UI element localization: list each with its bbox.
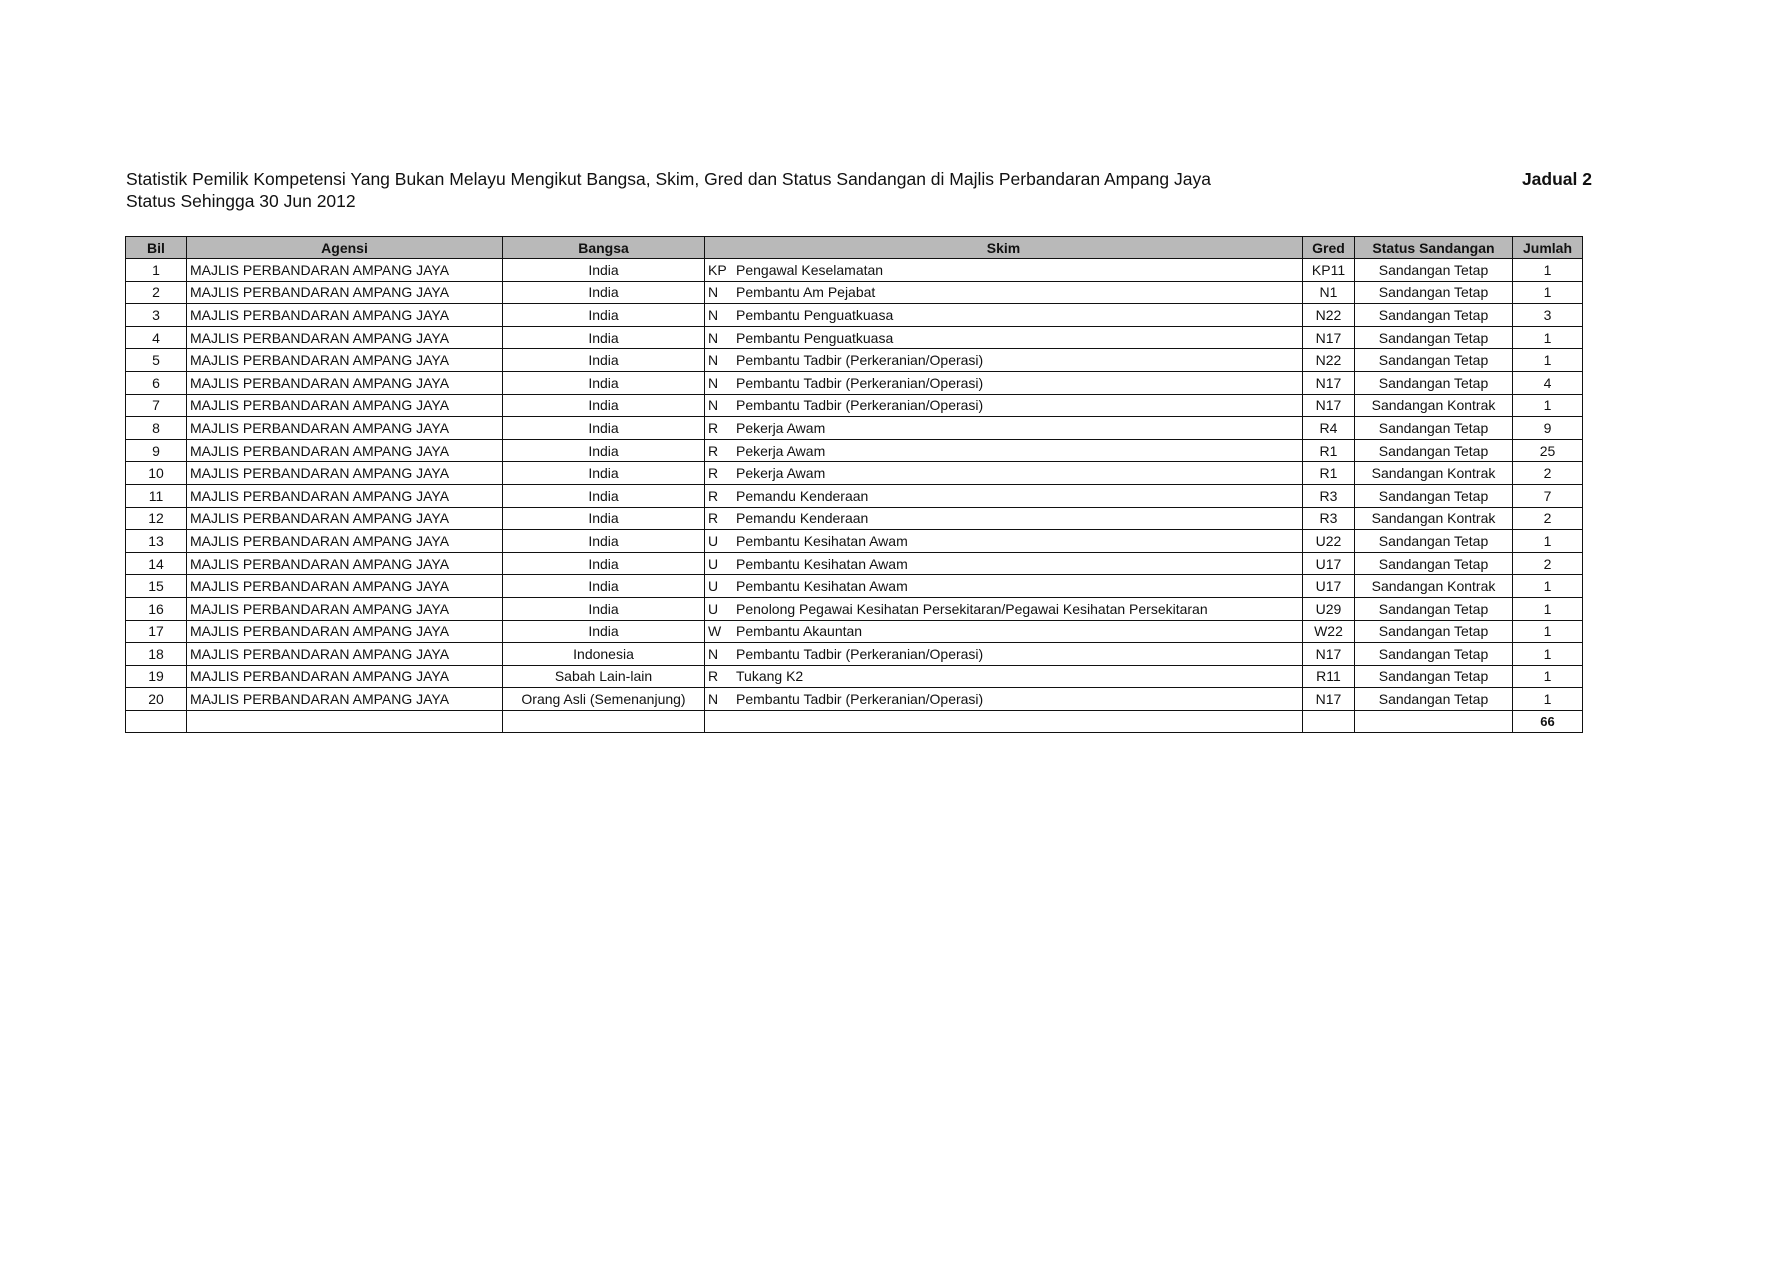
skim-name: Pembantu Tadbir (Perkeranian/Operasi) [736, 374, 984, 391]
cell-status: Sandangan Tetap [1355, 484, 1513, 507]
cell-status: Sandangan Tetap [1355, 326, 1513, 349]
skim-name: Pekerja Awam [736, 465, 826, 482]
skim-name: Pembantu Penguatkuasa [736, 329, 894, 346]
cell-status: Sandangan Tetap [1355, 665, 1513, 688]
cell-gred: N1 [1303, 281, 1355, 304]
skim-name: Pembantu Kesihatan Awam [736, 555, 908, 572]
cell-bil: 7 [126, 394, 187, 417]
cell-bangsa: India [503, 304, 705, 327]
header-bangsa: Bangsa [503, 237, 705, 259]
skim-name: Pembantu Tadbir (Perkeranian/Operasi) [736, 352, 984, 369]
cell-bangsa: India [503, 484, 705, 507]
cell-bil: 19 [126, 665, 187, 688]
cell-bil: 1 [126, 259, 187, 282]
cell-bil: 16 [126, 597, 187, 620]
skim-name: Penolong Pegawai Kesihatan Persekitaran/Pegawai Kesihatan Persekitaran [736, 600, 1208, 617]
cell-jumlah: 2 [1513, 462, 1583, 485]
cell-bangsa: India [503, 462, 705, 485]
cell-agensi: MAJLIS PERBANDARAN AMPANG JAYA [187, 484, 503, 507]
cell-gred: N22 [1303, 304, 1355, 327]
skim-code: N [708, 329, 719, 346]
skim-name: Pembantu Kesihatan Awam [736, 578, 908, 595]
skim-name: Pembantu Penguatkuasa [736, 306, 894, 323]
cell-bangsa: India [503, 530, 705, 553]
cell-status: Sandangan Tetap [1355, 304, 1513, 327]
cell-agensi: MAJLIS PERBANDARAN AMPANG JAYA [187, 371, 503, 394]
header-bil: Bil [126, 237, 187, 259]
table-row [126, 552, 1583, 575]
cell-jumlah: 1 [1513, 349, 1583, 372]
skim-code: N [708, 352, 719, 369]
skim-code: R [708, 487, 719, 504]
skim-name: Pembantu Kesihatan Awam [736, 532, 908, 549]
skim-code: N [708, 691, 719, 708]
skim-name: Tukang K2 [736, 668, 804, 685]
cell-agensi: MAJLIS PERBANDARAN AMPANG JAYA [187, 462, 503, 485]
table-row [126, 417, 1583, 440]
cell-gred: N17 [1303, 643, 1355, 666]
cell-agensi: MAJLIS PERBANDARAN AMPANG JAYA [187, 530, 503, 553]
cell-gred: W22 [1303, 620, 1355, 643]
cell-bil: 8 [126, 417, 187, 440]
cell-bil: 3 [126, 304, 187, 327]
cell-bil: 15 [126, 575, 187, 598]
total-empty-cell [1355, 710, 1513, 733]
cell-skim [705, 417, 1303, 440]
cell-skim [705, 552, 1303, 575]
cell-agensi: MAJLIS PERBANDARAN AMPANG JAYA [187, 665, 503, 688]
cell-skim [705, 507, 1303, 530]
skim-code: W [708, 623, 722, 640]
cell-agensi: MAJLIS PERBANDARAN AMPANG JAYA [187, 688, 503, 711]
header-jumlah: Jumlah [1513, 237, 1583, 259]
table-row [126, 394, 1583, 417]
cell-bangsa: India [503, 417, 705, 440]
cell-status: Sandangan Tetap [1355, 349, 1513, 372]
cell-bangsa: India [503, 349, 705, 372]
total-row [126, 710, 1583, 733]
table-row [126, 462, 1583, 485]
cell-jumlah: 1 [1513, 259, 1583, 282]
total-empty-cell [503, 710, 705, 733]
cell-status: Sandangan Tetap [1355, 439, 1513, 462]
skim-code: R [708, 442, 719, 459]
cell-bangsa: India [503, 597, 705, 620]
cell-agensi: MAJLIS PERBANDARAN AMPANG JAYA [187, 394, 503, 417]
cell-jumlah: 1 [1513, 665, 1583, 688]
table-row [126, 281, 1583, 304]
cell-agensi: MAJLIS PERBANDARAN AMPANG JAYA [187, 552, 503, 575]
cell-skim [705, 304, 1303, 327]
cell-agensi: MAJLIS PERBANDARAN AMPANG JAYA [187, 620, 503, 643]
cell-bangsa: India [503, 507, 705, 530]
cell-gred: U17 [1303, 552, 1355, 575]
cell-gred: N17 [1303, 394, 1355, 417]
skim-code: N [708, 397, 719, 414]
cell-bil: 2 [126, 281, 187, 304]
skim-name: Pekerja Awam [736, 442, 826, 459]
cell-status: Sandangan Tetap [1355, 643, 1513, 666]
table-number-label: Jadual 2 [1521, 169, 1592, 189]
total-empty-cell [187, 710, 503, 733]
table-row [126, 643, 1583, 666]
cell-gred: U17 [1303, 575, 1355, 598]
cell-jumlah: 1 [1513, 597, 1583, 620]
cell-gred: KP11 [1303, 259, 1355, 282]
cell-skim [705, 462, 1303, 485]
skim-name: Pembantu Akauntan [736, 623, 863, 640]
table-row [126, 439, 1583, 462]
skim-name: Pembantu Tadbir (Perkeranian/Operasi) [736, 691, 984, 708]
total-empty-cell [1303, 710, 1355, 733]
table-row [126, 507, 1583, 530]
cell-skim [705, 281, 1303, 304]
cell-agensi: MAJLIS PERBANDARAN AMPANG JAYA [187, 597, 503, 620]
table-row [126, 575, 1583, 598]
cell-agensi: MAJLIS PERBANDARAN AMPANG JAYA [187, 259, 503, 282]
cell-jumlah: 25 [1513, 439, 1583, 462]
cell-status: Sandangan Tetap [1355, 530, 1513, 553]
skim-name: Pembantu Am Pejabat [736, 284, 876, 301]
skim-code: R [708, 419, 719, 436]
cell-agensi: MAJLIS PERBANDARAN AMPANG JAYA [187, 304, 503, 327]
cell-agensi: MAJLIS PERBANDARAN AMPANG JAYA [187, 507, 503, 530]
table-row [126, 665, 1583, 688]
cell-bil: 6 [126, 371, 187, 394]
cell-status: Sandangan Tetap [1355, 259, 1513, 282]
statistics-table [125, 236, 1583, 733]
skim-code: N [708, 284, 719, 301]
header-skim: Skim [705, 237, 1303, 259]
skim-code: U [708, 555, 719, 572]
cell-jumlah: 1 [1513, 620, 1583, 643]
cell-bil: 4 [126, 326, 187, 349]
skim-code: N [708, 374, 719, 391]
cell-bangsa: India [503, 439, 705, 462]
cell-agensi: MAJLIS PERBANDARAN AMPANG JAYA [187, 575, 503, 598]
header-row [126, 237, 1583, 259]
cell-bangsa: India [503, 326, 705, 349]
cell-status: Sandangan Kontrak [1355, 575, 1513, 598]
cell-gred: R1 [1303, 439, 1355, 462]
total-jumlah: 66 [1513, 710, 1583, 733]
cell-bil: 12 [126, 507, 187, 530]
header-status: Status Sandangan [1355, 237, 1513, 259]
cell-jumlah: 7 [1513, 484, 1583, 507]
cell-jumlah: 4 [1513, 371, 1583, 394]
cell-bangsa: India [503, 259, 705, 282]
cell-gred: R3 [1303, 507, 1355, 530]
cell-skim [705, 394, 1303, 417]
cell-jumlah: 2 [1513, 507, 1583, 530]
cell-status: Sandangan Tetap [1355, 371, 1513, 394]
cell-bil: 13 [126, 530, 187, 553]
skim-code: N [708, 306, 719, 323]
table-row [126, 597, 1583, 620]
cell-jumlah: 1 [1513, 281, 1583, 304]
skim-code: U [708, 600, 719, 617]
table-row [126, 371, 1583, 394]
cell-jumlah: 1 [1513, 394, 1583, 417]
table-row [126, 620, 1583, 643]
cell-gred: R1 [1303, 462, 1355, 485]
cell-status: Sandangan Kontrak [1355, 462, 1513, 485]
cell-status: Sandangan Tetap [1355, 281, 1513, 304]
skim-code: U [708, 532, 719, 549]
cell-skim [705, 575, 1303, 598]
cell-agensi: MAJLIS PERBANDARAN AMPANG JAYA [187, 439, 503, 462]
table-row [126, 688, 1583, 711]
skim-name: Pembantu Tadbir (Perkeranian/Operasi) [736, 645, 984, 662]
cell-jumlah: 9 [1513, 417, 1583, 440]
cell-status: Sandangan Kontrak [1355, 507, 1513, 530]
skim-name: Pembantu Tadbir (Perkeranian/Operasi) [736, 397, 984, 414]
cell-bangsa: India [503, 575, 705, 598]
cell-skim [705, 665, 1303, 688]
cell-agensi: MAJLIS PERBANDARAN AMPANG JAYA [187, 349, 503, 372]
table-row [126, 530, 1583, 553]
skim-code: KP [708, 261, 727, 278]
cell-skim [705, 688, 1303, 711]
table-row [126, 349, 1583, 372]
table-row [126, 304, 1583, 327]
cell-bil: 10 [126, 462, 187, 485]
title-line-1: Statistik Pemilik Kompetensi Yang Bukan Melayu Mengikut Bangsa, Skim, Gred dan Status Sandangan di Majlis Perbandaran Ampang Jaya [126, 169, 1211, 189]
cell-skim [705, 530, 1303, 553]
cell-skim [705, 259, 1303, 282]
skim-name: Pemandu Kenderaan [736, 510, 869, 527]
cell-skim [705, 484, 1303, 507]
cell-bangsa: India [503, 281, 705, 304]
cell-agensi: MAJLIS PERBANDARAN AMPANG JAYA [187, 326, 503, 349]
cell-gred: U29 [1303, 597, 1355, 620]
skim-code: R [708, 510, 719, 527]
cell-skim [705, 643, 1303, 666]
cell-bangsa: Indonesia [503, 643, 705, 666]
cell-bil: 11 [126, 484, 187, 507]
cell-jumlah: 2 [1513, 552, 1583, 575]
cell-status: Sandangan Tetap [1355, 597, 1513, 620]
cell-gred: N17 [1303, 688, 1355, 711]
table-row [126, 259, 1583, 282]
title-line-2: Status Sehingga 30 Jun 2012 [126, 191, 356, 211]
cell-bil: 9 [126, 439, 187, 462]
cell-status: Sandangan Tetap [1355, 688, 1513, 711]
cell-skim [705, 597, 1303, 620]
skim-code: N [708, 645, 719, 662]
cell-status: Sandangan Tetap [1355, 417, 1513, 440]
cell-jumlah: 1 [1513, 326, 1583, 349]
cell-bangsa: India [503, 620, 705, 643]
cell-jumlah: 1 [1513, 530, 1583, 553]
cell-status: Sandangan Tetap [1355, 552, 1513, 575]
cell-skim [705, 620, 1303, 643]
cell-bil: 18 [126, 643, 187, 666]
total-empty-cell [705, 710, 1303, 733]
skim-name: Pemandu Kenderaan [736, 487, 869, 504]
cell-bil: 20 [126, 688, 187, 711]
cell-gred: R3 [1303, 484, 1355, 507]
cell-gred: R4 [1303, 417, 1355, 440]
cell-bil: 5 [126, 349, 187, 372]
total-empty-cell [126, 710, 187, 733]
cell-jumlah: 3 [1513, 304, 1583, 327]
cell-bil: 14 [126, 552, 187, 575]
cell-bil: 17 [126, 620, 187, 643]
cell-skim [705, 371, 1303, 394]
table-row [126, 326, 1583, 349]
cell-jumlah: 1 [1513, 643, 1583, 666]
cell-agensi: MAJLIS PERBANDARAN AMPANG JAYA [187, 281, 503, 304]
cell-bangsa: India [503, 552, 705, 575]
header-agensi: Agensi [187, 237, 503, 259]
cell-skim [705, 349, 1303, 372]
skim-name: Pekerja Awam [736, 419, 826, 436]
table-row [126, 484, 1583, 507]
cell-agensi: MAJLIS PERBANDARAN AMPANG JAYA [187, 643, 503, 666]
cell-gred: N17 [1303, 371, 1355, 394]
cell-status: Sandangan Tetap [1355, 620, 1513, 643]
skim-code: U [708, 578, 719, 595]
document-title [126, 168, 1211, 212]
skim-name: Pengawal Keselamatan [736, 261, 884, 278]
cell-gred: R11 [1303, 665, 1355, 688]
cell-gred: U22 [1303, 530, 1355, 553]
cell-bangsa: Sabah Lain-lain [503, 665, 705, 688]
cell-jumlah: 1 [1513, 575, 1583, 598]
cell-gred: N17 [1303, 326, 1355, 349]
cell-gred: N22 [1303, 349, 1355, 372]
header-gred: Gred [1303, 237, 1355, 259]
cell-status: Sandangan Kontrak [1355, 394, 1513, 417]
table-body [126, 259, 1583, 711]
skim-code: R [708, 465, 719, 482]
cell-bangsa: Orang Asli (Semenanjung) [503, 688, 705, 711]
cell-jumlah: 1 [1513, 688, 1583, 711]
cell-agensi: MAJLIS PERBANDARAN AMPANG JAYA [187, 417, 503, 440]
cell-skim [705, 326, 1303, 349]
cell-bangsa: India [503, 394, 705, 417]
skim-code: R [708, 668, 719, 685]
cell-bangsa: India [503, 371, 705, 394]
cell-skim [705, 439, 1303, 462]
